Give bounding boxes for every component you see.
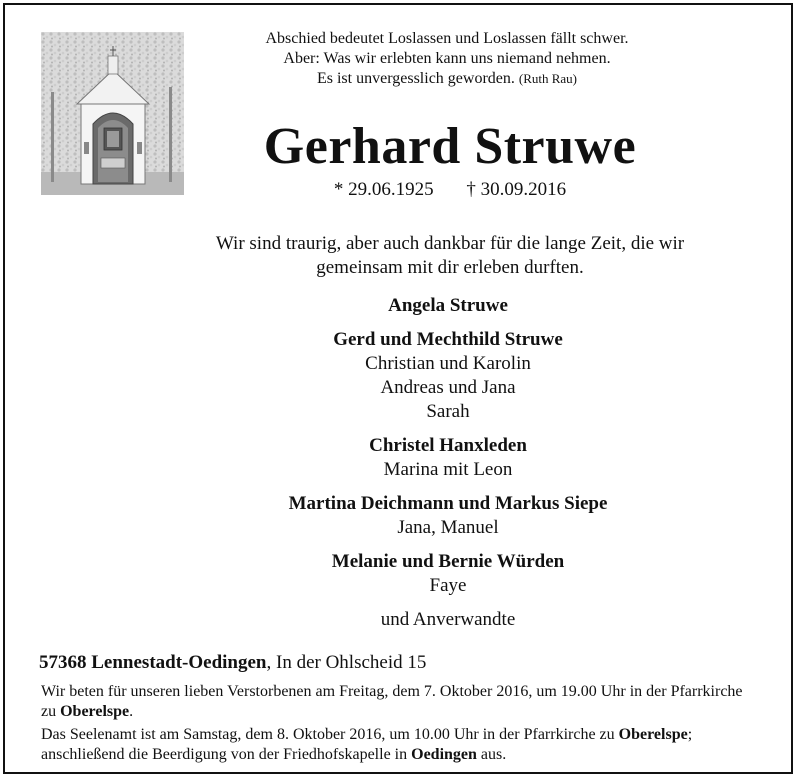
- mourner-group: [150, 294, 746, 318]
- quote-line-text: Es ist unvergesslich geworden.: [316, 70, 515, 87]
- prayer-place: Oberelspe: [60, 703, 130, 720]
- service-notes: [41, 682, 761, 768]
- mourner-member: Marina mit Leon: [383, 459, 513, 480]
- deceased-name: Gerhard Struwe: [263, 118, 637, 175]
- mourner-head: Angela Struwe: [388, 295, 508, 316]
- mourner-head: Martina Deichmann und Markus Siepe: [288, 493, 608, 514]
- mourner-member: Jana, Manuel: [397, 517, 499, 538]
- mourner-head: Gerd und Mechthild Struwe: [333, 329, 563, 350]
- prayer-note: [41, 682, 761, 722]
- birth-date: * 29.06.1925: [333, 179, 434, 200]
- mourner-head: Melanie und Bernie Würden: [331, 551, 565, 572]
- mass-place: Oberelspe: [618, 726, 688, 743]
- message-line: Wir sind traurig, aber auch dankbar für die lange Zeit, die wir: [215, 233, 685, 254]
- life-dates: [200, 178, 700, 202]
- prayer-note-end: .: [129, 703, 134, 720]
- quote-line: [220, 69, 674, 89]
- chapel-photo: [41, 32, 184, 195]
- message-line: gemeinsam mit dir erleben durften.: [316, 257, 584, 278]
- quote-line: Abschied bedeutet Loslassen und Loslassen fällt schwer.: [265, 30, 629, 47]
- quote-line: Aber: Was wir erlebten kann uns niemand nehmen.: [283, 50, 611, 67]
- mass-note-text: Das Seelenamt ist am Samstag, dem 8. Oktober 2016, um 10.00 Uhr in der Pfarrkirche zu: [41, 726, 619, 743]
- burial-note-text: ; anschließend die Beerdigung von der Friedhofskapelle in: [41, 726, 693, 763]
- prayer-note-text: Wir beten für unseren lieben Verstorbenen am Freitag, dem 7. Oktober 2016, um 19.00 Uhr in der Pfarrkirche zu: [41, 683, 743, 720]
- mourner-member: Christian und Karolin: [365, 353, 531, 374]
- burial-place: Oedingen: [411, 746, 477, 763]
- family-address: [39, 651, 759, 675]
- quote-author: (Ruth Rau): [518, 71, 578, 86]
- mass-note-end: aus.: [476, 746, 507, 763]
- mourner-member: Sarah: [426, 401, 470, 422]
- mourning-message: [160, 232, 740, 280]
- mourner-group: [150, 550, 746, 598]
- mourner-member: Andreas und Jana: [380, 377, 516, 398]
- mourner-head: Christel Hanxleden: [369, 435, 527, 456]
- mourner-group: [150, 434, 746, 482]
- mourners-list: [150, 294, 746, 632]
- address-city: 57368 Lennestadt-Oedingen: [39, 652, 267, 673]
- farewell-quote: [220, 29, 674, 89]
- mourner-group: [150, 492, 746, 540]
- mourner-group: [150, 328, 746, 424]
- relatives-line: und Anverwandte: [380, 609, 516, 630]
- mourner-member: Faye: [429, 575, 467, 596]
- address-street: , In der Ohlscheid 15: [266, 652, 427, 673]
- death-date: † 30.09.2016: [466, 179, 567, 200]
- mass-note: [41, 725, 761, 765]
